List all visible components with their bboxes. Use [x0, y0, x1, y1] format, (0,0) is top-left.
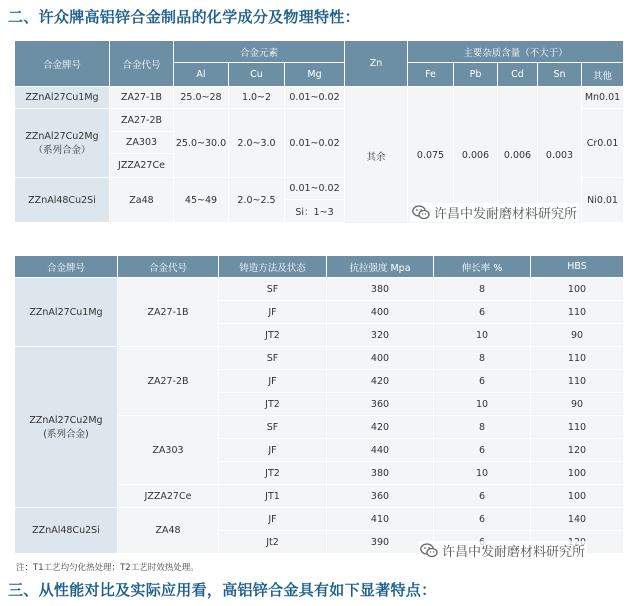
header-other: 其他 [582, 63, 624, 87]
elongation-cell: 10 [434, 324, 531, 347]
hbs-cell: 110 [531, 416, 624, 439]
method-cell: SF [219, 278, 327, 301]
pb-cell: 0.006 [454, 87, 498, 225]
code-cell: Za48 [110, 178, 174, 223]
al-cell: 25.0~28 [174, 87, 229, 109]
hbs-cell: 90 [531, 324, 624, 347]
code-cell: ZA27-1B [118, 278, 219, 347]
method-cell: Jt2 [219, 531, 327, 554]
code-cell: ZA303 [110, 132, 174, 154]
code-cell: ZA27-2B [110, 109, 174, 132]
strength-cell: 420 [327, 416, 434, 439]
code-cell: ZA27-1B [110, 87, 174, 109]
cu-cell: 1.0~2 [229, 87, 285, 109]
mg-cell: 0.01~0.02 [285, 178, 345, 200]
header-alloy-code: 合金代号 [118, 256, 219, 278]
al-cell: 45~49 [174, 178, 229, 223]
wechat-icon [420, 543, 438, 558]
other-cell: Mn0.01 [582, 87, 624, 109]
elongation-cell: 6 [434, 301, 531, 324]
grade-cell [15, 109, 110, 178]
method-cell: JF [219, 301, 327, 324]
watermark-text: 许昌中发耐磨材料研究所 [434, 207, 578, 222]
hbs-cell: 110 [531, 301, 624, 324]
watermark [410, 203, 579, 222]
elongation-cell: 10 [434, 393, 531, 416]
method-cell: JF [219, 508, 327, 531]
cu-cell: 2.0~3.0 [229, 109, 285, 178]
wechat-icon [412, 205, 430, 220]
elongation-cell: 8 [434, 347, 531, 370]
hbs-cell: 120 [531, 439, 624, 462]
physical-properties-table [14, 255, 624, 554]
header-al: Al [174, 63, 229, 87]
header-elongation: 伸长率 % [434, 256, 531, 278]
elongation-cell: 6 [434, 439, 531, 462]
watermark-text: 许昌中发耐磨材料研究所 [442, 545, 586, 560]
header-sn: Sn [538, 63, 582, 87]
al-cell: 25.0~30.0 [174, 109, 229, 178]
header-alloy-elements: 合金元素 [174, 41, 345, 63]
strength-cell: 400 [327, 301, 434, 324]
elongation-cell: 6 [434, 370, 531, 393]
code-cell: ZA27-2B [118, 347, 219, 416]
header-alloy-grade: 合金牌号 [15, 256, 118, 278]
hbs-cell: 100 [531, 485, 624, 508]
sn-cell: 0.003 [538, 87, 582, 225]
hbs-cell: 110 [531, 347, 624, 370]
strength-cell: 380 [327, 462, 434, 485]
strength-cell: 400 [327, 347, 434, 370]
mg-cell: 0.01~0.02 [285, 109, 345, 178]
code-cell: JZZA27Ce [118, 485, 219, 508]
strength-cell: 320 [327, 324, 434, 347]
elongation-cell: 6 [434, 485, 531, 508]
si-cell: Si：1~3 [285, 200, 345, 223]
code-cell: ZA48 [118, 508, 219, 554]
method-cell: JT2 [219, 393, 327, 416]
cd-cell: 0.006 [498, 87, 538, 225]
grade-cell [15, 347, 118, 508]
grade-cell: ZZnAl27Cu1Mg [15, 87, 110, 109]
strength-cell: 390 [327, 531, 434, 554]
header-pb: Pb [454, 63, 498, 87]
method-cell: JT2 [219, 324, 327, 347]
hbs-cell: 140 [531, 508, 624, 531]
elongation-cell: 6 [434, 508, 531, 531]
grade-name: ZZnAl27Cu2Mg [29, 414, 103, 426]
footnote: 注：T1工艺均匀化热处理；T2工艺时效热处理。 [16, 563, 199, 573]
watermark [418, 541, 587, 560]
elongation-cell: 10 [434, 462, 531, 485]
elongation-cell: 8 [434, 278, 531, 301]
method-cell: JT1 [219, 485, 327, 508]
other-cell: Ni0.01 [582, 178, 624, 223]
method-cell: JF [219, 370, 327, 393]
other-cell: Cr0.01 [582, 109, 624, 178]
section-heading-3: 三、从性能对比及实际应用看，高铝锌合金具有如下显著特点： [8, 581, 437, 599]
code-cell: ZA303 [118, 416, 219, 485]
section-heading-2: 二、许众牌高铝锌合金制品的化学成分及物理特性： [8, 8, 360, 26]
header-impurities: 主要杂质含量（不大于） [408, 41, 624, 63]
header-fe: Fe [408, 63, 454, 87]
strength-cell: 380 [327, 278, 434, 301]
zn-cell: 其余 [345, 87, 408, 225]
strength-cell: 420 [327, 370, 434, 393]
header-tensile-strength: 抗拉强度 Mpa [327, 256, 434, 278]
cu-cell: 2.0~2.5 [229, 178, 285, 223]
strength-cell: 360 [327, 485, 434, 508]
method-cell: SF [219, 347, 327, 370]
strength-cell: 360 [327, 393, 434, 416]
hbs-cell: 110 [531, 370, 624, 393]
header-cd: Cd [498, 63, 538, 87]
mg-cell: 0.01~0.02 [285, 87, 345, 109]
grade-name: ZZnAl27Cu2Mg [25, 130, 99, 142]
hbs-cell: 90 [531, 393, 624, 416]
header-cu: Cu [229, 63, 285, 87]
header-alloy-code: 合金代号 [110, 41, 174, 87]
header-mg: Mg [285, 63, 345, 87]
grade-subtitle: (系列合金) [43, 428, 89, 440]
method-cell: SF [219, 416, 327, 439]
fe-cell: 0.075 [408, 87, 454, 225]
grade-cell: ZZnAl27Cu1Mg [15, 278, 118, 347]
hbs-cell: 100 [531, 462, 624, 485]
method-cell: JT2 [219, 462, 327, 485]
chemical-composition-table [14, 40, 624, 225]
grade-cell: ZZnAl48Cu2Si [15, 508, 118, 554]
elongation-cell: 8 [434, 416, 531, 439]
header-casting-method: 铸造方法及状态 [219, 256, 327, 278]
strength-cell: 410 [327, 508, 434, 531]
header-zn: Zn [345, 41, 408, 87]
code-cell: JZZA27Ce [110, 154, 174, 178]
grade-subtitle: （系列合金） [33, 144, 91, 156]
grade-cell: ZZnAl48Cu2Si [15, 178, 110, 223]
strength-cell: 440 [327, 439, 434, 462]
header-alloy-grade: 合金牌号 [15, 41, 110, 87]
header-hbs: HBS [531, 256, 624, 278]
method-cell: JF [219, 439, 327, 462]
hbs-cell: 100 [531, 278, 624, 301]
